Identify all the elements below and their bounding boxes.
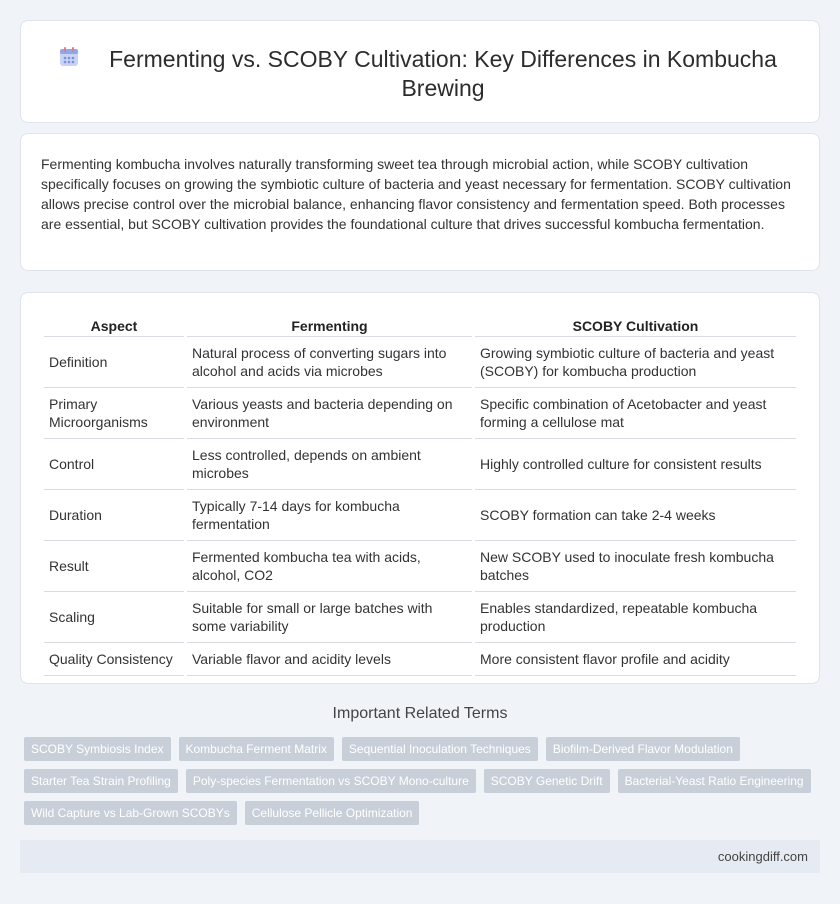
- table-cell: Result: [44, 541, 184, 592]
- table-cell: Less controlled, depends on ambient microbes: [187, 439, 472, 490]
- table-cell: Various yeasts and bacteria depending on environment: [187, 388, 472, 439]
- related-term-tag[interactable]: Cellulose Pellicle Optimization: [245, 801, 420, 825]
- table-cell: Highly controlled culture for consistent results: [475, 439, 796, 490]
- intro-text: Fermenting kombucha involves naturally transforming sweet tea through microbial action, while SCOBY cultivation specifically focuses on growing the symbiotic culture of bacteria and yeast necessary for fermentation. SCOBY cultivation allows precise control over the microbial balance, enhancing flavor consistency and fermentation speed. Both processes are essential, but SCOBY cultivation provides the foundational culture that drives successful kombucha fermentation.: [41, 156, 791, 232]
- related-term-tag[interactable]: Starter Tea Strain Profiling: [24, 769, 178, 793]
- table-row: [44, 439, 796, 490]
- related-terms-heading: Important Related Terms: [332, 705, 508, 722]
- table-cell: More consistent flavor profile and acidity: [475, 643, 796, 676]
- footer-site-link[interactable]: cookingdiff.com: [717, 849, 808, 864]
- table-cell: Primary Microorganisms: [44, 388, 184, 439]
- related-term-tag[interactable]: Poly-species Fermentation vs SCOBY Mono-culture: [186, 769, 476, 793]
- intro-card: [20, 133, 820, 271]
- table-cell: Definition: [44, 337, 184, 388]
- related-terms-list: [24, 737, 824, 825]
- table-cell: Control: [44, 439, 184, 490]
- title-card: [20, 20, 820, 123]
- table-row: [44, 592, 796, 643]
- related-term-tag[interactable]: Biofilm-Derived Flavor Modulation: [546, 737, 740, 761]
- related-term-tag[interactable]: Bacterial-Yeast Ratio Engineering: [618, 769, 811, 793]
- table-cell: Typically 7-14 days for kombucha fermentation: [187, 490, 472, 541]
- table-cell: SCOBY formation can take 2-4 weeks: [475, 490, 796, 541]
- table-cell: Duration: [44, 490, 184, 541]
- comparison-table: [41, 317, 799, 676]
- table-cell: Enables standardized, repeatable kombucha production: [475, 592, 796, 643]
- header-fermenting: Fermenting: [187, 317, 472, 337]
- table-header-row: [44, 317, 796, 337]
- table-cell: Growing symbiotic culture of bacteria and yeast (SCOBY) for kombucha production: [475, 337, 796, 388]
- table-row: [44, 643, 796, 676]
- table-cell: Variable flavor and acidity levels: [187, 643, 472, 676]
- table-cell: Suitable for small or large batches with some variability: [187, 592, 472, 643]
- related-term-tag[interactable]: SCOBY Symbiosis Index: [24, 737, 171, 761]
- table-cell: Fermented kombucha tea with acids, alcohol, CO2: [187, 541, 472, 592]
- table-row: [44, 337, 796, 388]
- related-term-tag[interactable]: Kombucha Ferment Matrix: [179, 737, 334, 761]
- related-term-tag[interactable]: SCOBY Genetic Drift: [484, 769, 610, 793]
- table-cell: Quality Consistency: [44, 643, 184, 676]
- table-row: [44, 490, 796, 541]
- footer: [20, 840, 820, 873]
- related-term-tag[interactable]: Wild Capture vs Lab-Grown SCOBYs: [24, 801, 237, 825]
- table-cell: Natural process of converting sugars into alcohol and acids via microbes: [187, 337, 472, 388]
- table-cell: New SCOBY used to inoculate fresh kombucha batches: [475, 541, 796, 592]
- header-scoby-cultivation: SCOBY Cultivation: [475, 317, 796, 337]
- table-row: [44, 388, 796, 439]
- table-row: [44, 541, 796, 592]
- table-cell: Specific combination of Acetobacter and yeast forming a cellulose mat: [475, 388, 796, 439]
- comparison-card: [20, 292, 820, 684]
- header-aspect: Aspect: [44, 317, 184, 337]
- related-term-tag[interactable]: Sequential Inoculation Techniques: [342, 737, 538, 761]
- table-cell: Scaling: [44, 592, 184, 643]
- page-title: Fermenting vs. SCOBY Cultivation: Key Differences in Kombucha Brewing: [109, 46, 777, 101]
